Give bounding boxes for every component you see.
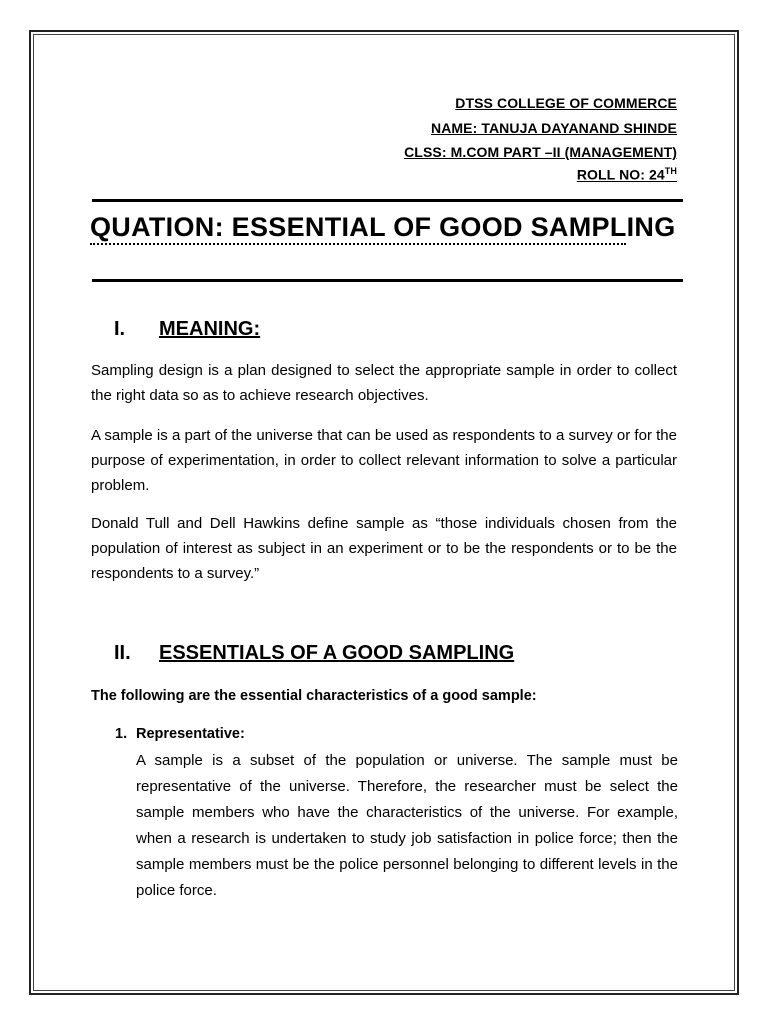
header-class: CLSS: M.COM PART –II (MANAGEMENT): [404, 144, 677, 160]
section-title: MEANING:: [159, 318, 261, 340]
title-bottom-rule: [92, 279, 683, 282]
paragraph-meaning-2: A sample is a part of the universe that can be used as respondents to a survey or for the purpose of experimentation, in order to collect relevant information to solve a particular problem.: [91, 427, 677, 494]
list-item-title: Representative:: [136, 726, 245, 742]
section-title: ESSENTIALS OF A GOOD SAMPLING: [159, 642, 515, 664]
list-item-number: 1.: [115, 726, 128, 742]
page-title: QUATION: ESSENTIAL OF GOOD SAMPLING: [90, 212, 676, 242]
header-roll-text: ROLL NO: 24: [576, 166, 665, 183]
title-top-rule: [92, 199, 683, 202]
paragraph-meaning-1: Sampling design is a plan designed to select the appropriate sample in order to collect the right data so as to achieve research objectives.: [91, 362, 677, 404]
header-name: NAME: TANUJA DAYANAND SHINDE: [430, 120, 677, 136]
list-item-body: A sample is a subset of the population or universe. The sample must be representative of the universe. Therefore, the researcher must be select the sample members who have the characteristics of the universe. For example, when a research is undertaken to study job satisfaction in police force; then the sample members must be the police personnel belonging to different levels in the police force.: [136, 752, 678, 899]
section-number: II.: [114, 642, 131, 664]
header-college: DTSS COLLEGE OF COMMERCE: [455, 95, 677, 111]
essentials-lead-text: The following are the essential characteristics of a good sample:: [91, 688, 537, 704]
header-roll-suffix: TH: [664, 166, 677, 176]
paragraph-meaning-3: Donald Tull and Dell Hawkins define sample as “those individuals chosen from the population of interest as subject in an experiment or to be the respondents or to be the respondents to a survey.”: [91, 515, 677, 582]
header-roll: [577, 166, 677, 183]
title-underline: [90, 243, 626, 245]
section-number: I.: [114, 318, 126, 340]
